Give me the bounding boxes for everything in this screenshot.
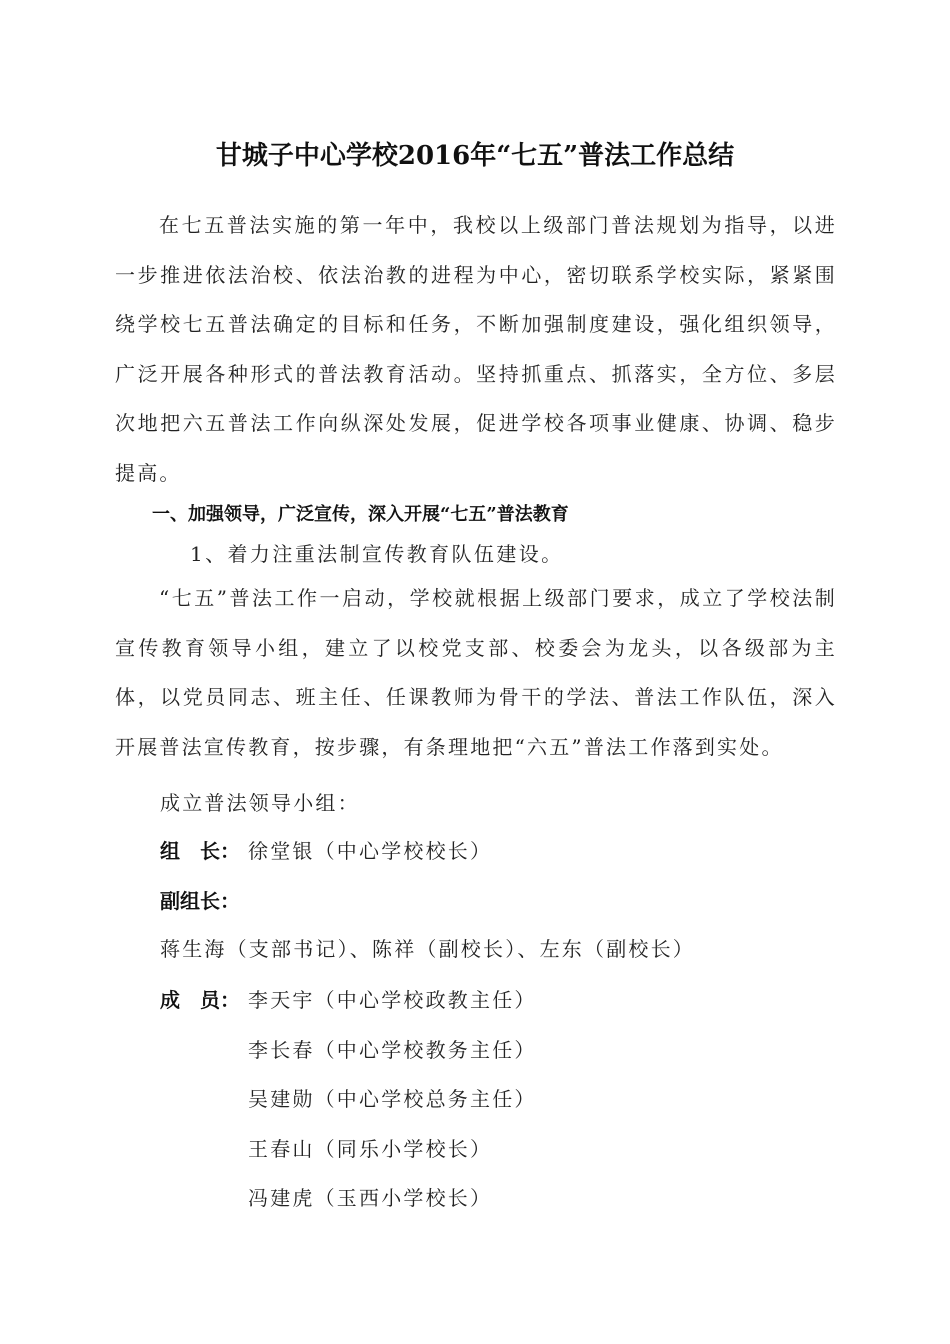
member-item: 冯建虎（玉西小学校长） bbox=[248, 1186, 493, 1210]
intro-paragraph: 在七五普法实施的第一年中，我校以上级部门普法规划为指导，以进一步推进依法治校、依法治教的进程为中心，密切联系学校实际，紧紧围绕学校七五普法确定的目标和任务，不断加强制度建设，强化组织领导，广泛开展各种形式的普法教育活动。坚持抓重点、抓落实，全方位、多层次地把六五普法工作向纵深处发展，促进学校各项事业健康、协调、稳步提高。 bbox=[115, 213, 837, 485]
members-label: 成 员： bbox=[160, 988, 240, 1012]
deputy-row bbox=[160, 885, 240, 914]
leader-row bbox=[160, 835, 492, 864]
member-item: 王春山（同乐小学校长） bbox=[248, 1137, 493, 1161]
leader-value: 徐堂银（中心学校校长） bbox=[248, 839, 493, 863]
member-item: 李长春（中心学校教务主任） bbox=[248, 1038, 537, 1062]
section-1-paragraph: “七五”普法工作一启动，学校就根据上级部门要求，成立了学校法制宣传教育领导小组，建立了以校党支部、校委会为龙头，以各级部为主体，以党员同志、班主任、任课教师为骨干的学法、普法工作队伍，深入开展普法宣传教育，按步骤，有条理地把“六五”普法工作落到实处。 bbox=[115, 586, 837, 759]
group-intro: 成立普法领导小组： bbox=[160, 791, 360, 815]
section-1-heading: 一、加强领导，广泛宣传，深入开展“七五”普法教育 bbox=[152, 504, 569, 525]
member-item: 李天宇（中心学校政教主任） bbox=[248, 988, 537, 1012]
members-row bbox=[160, 984, 248, 1013]
member-item: 吴建勋（中心学校总务主任） bbox=[248, 1087, 537, 1111]
document-title: 甘城子中心学校2016年“七五”普法工作总结 bbox=[215, 141, 735, 171]
deputy-list: 蒋生海（支部书记）、陈祥（副校长）、左东（副校长） bbox=[160, 937, 695, 961]
leader-label: 组 长： bbox=[160, 839, 240, 863]
section-1-subheading: 1、着力注重法制宣传教育队伍建设。 bbox=[190, 542, 564, 566]
deputy-label: 副组长： bbox=[160, 889, 240, 913]
